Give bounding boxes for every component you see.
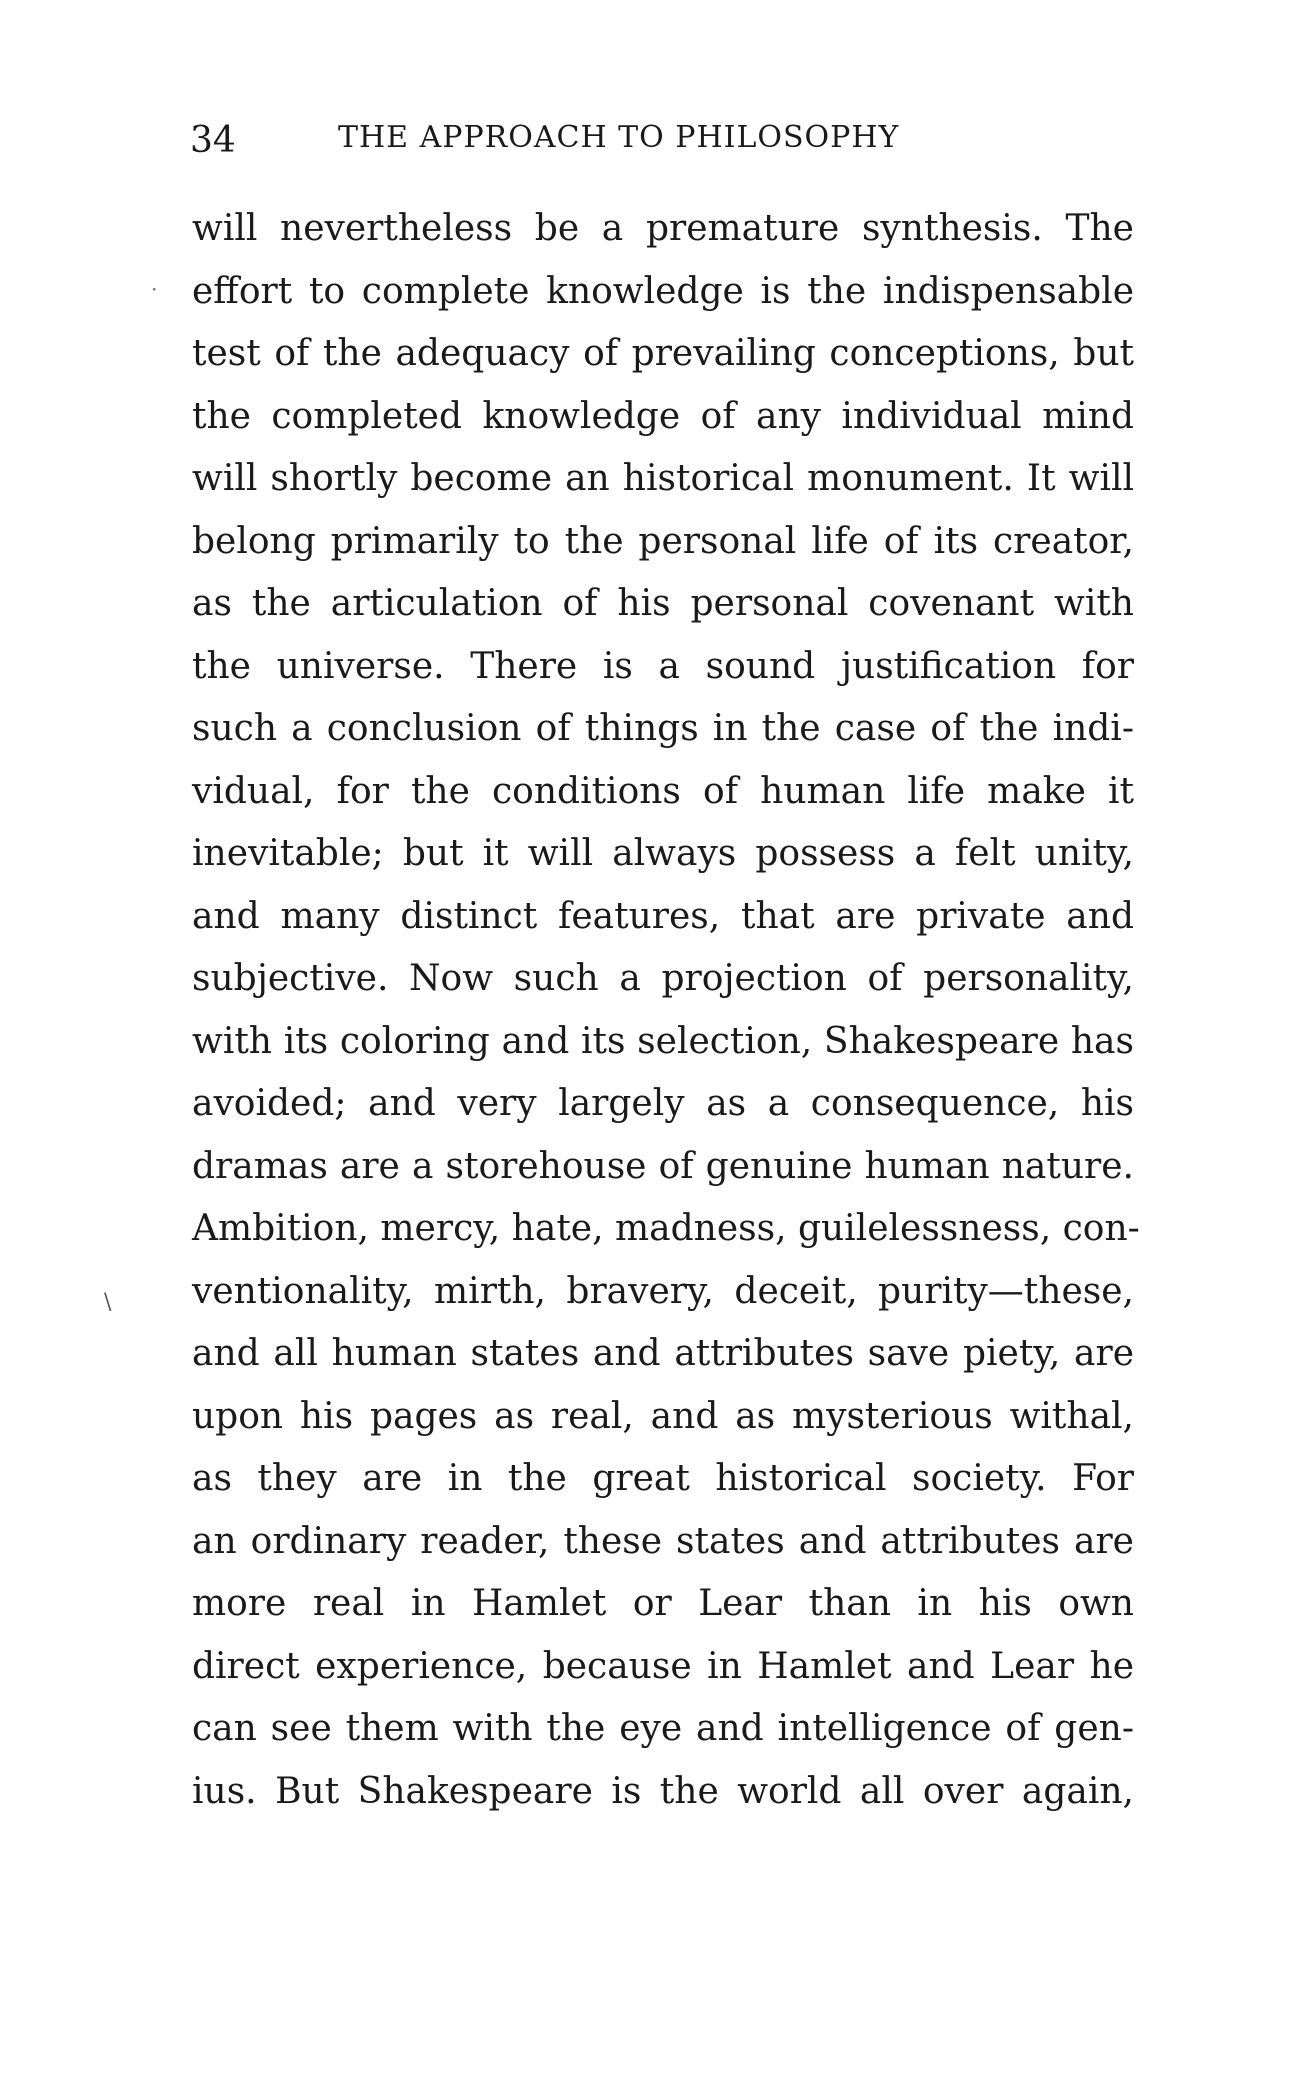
text-line: will nevertheless be a premature synthesis. The	[192, 208, 1134, 249]
text-line: the completed knowledge of any individual mind	[192, 395, 1134, 437]
text-line: upon his pages as real, and as mysterious withal,	[192, 1395, 1134, 1437]
text-line: vidual, for the conditions of human life make it	[192, 770, 1134, 812]
text-line: inevitable; but it will always possess a felt unity,	[192, 833, 1134, 874]
text-line: avoided; and very largely as a consequence, his	[192, 1083, 1134, 1124]
text-line: Ambition, mercy, hate, madness, guilelessness, con-	[192, 1208, 1140, 1249]
page-number: 34	[190, 120, 236, 161]
page-header	[190, 112, 1140, 162]
text-line: subjective. Now such a projection of personality,	[192, 958, 1134, 999]
text-line: and all human states and attributes save piety, are	[192, 1333, 1134, 1374]
text-line: belong primarily to the personal life of its creator,	[192, 520, 1134, 562]
text-line: dramas are a storehouse of genuine human nature.	[192, 1145, 1134, 1187]
text-line: with its coloring and its selection, Shakespeare has	[192, 1020, 1134, 1062]
text-line: ius. But Shakespeare is the world all over again,	[192, 1770, 1134, 1812]
margin-tick: \	[104, 1290, 112, 1315]
body-paragraph	[192, 198, 1140, 1823]
text-line: test of the adequacy of prevailing conceptions, but	[192, 333, 1134, 374]
text-line: ventionality, mirth, bravery, deceit, purity—these,	[192, 1270, 1134, 1312]
margin-dot: ·	[151, 277, 158, 301]
text-line: as the articulation of his personal covenant with	[192, 583, 1134, 624]
text-line: and many distinct features, that are private and	[192, 895, 1134, 937]
text-line: will shortly become an historical monument. It will	[192, 458, 1134, 499]
text-line: the universe. There is a sound justification for	[192, 645, 1134, 687]
text-line: can see them with the eye and intelligence of gen-	[192, 1708, 1134, 1749]
running-head: THE APPROACH TO PHILOSOPHY	[338, 120, 900, 155]
text-line: such a conclusion of things in the case of the indi-	[192, 708, 1134, 749]
text-line: effort to complete knowledge is the indispensable	[192, 270, 1134, 312]
text-line: more real in Hamlet or Lear than in his own	[192, 1583, 1134, 1624]
text-line: direct experience, because in Hamlet and Lear he	[192, 1645, 1134, 1687]
text-line: an ordinary reader, these states and attributes are	[192, 1520, 1134, 1562]
text-line: as they are in the great historical society. For	[192, 1458, 1134, 1499]
